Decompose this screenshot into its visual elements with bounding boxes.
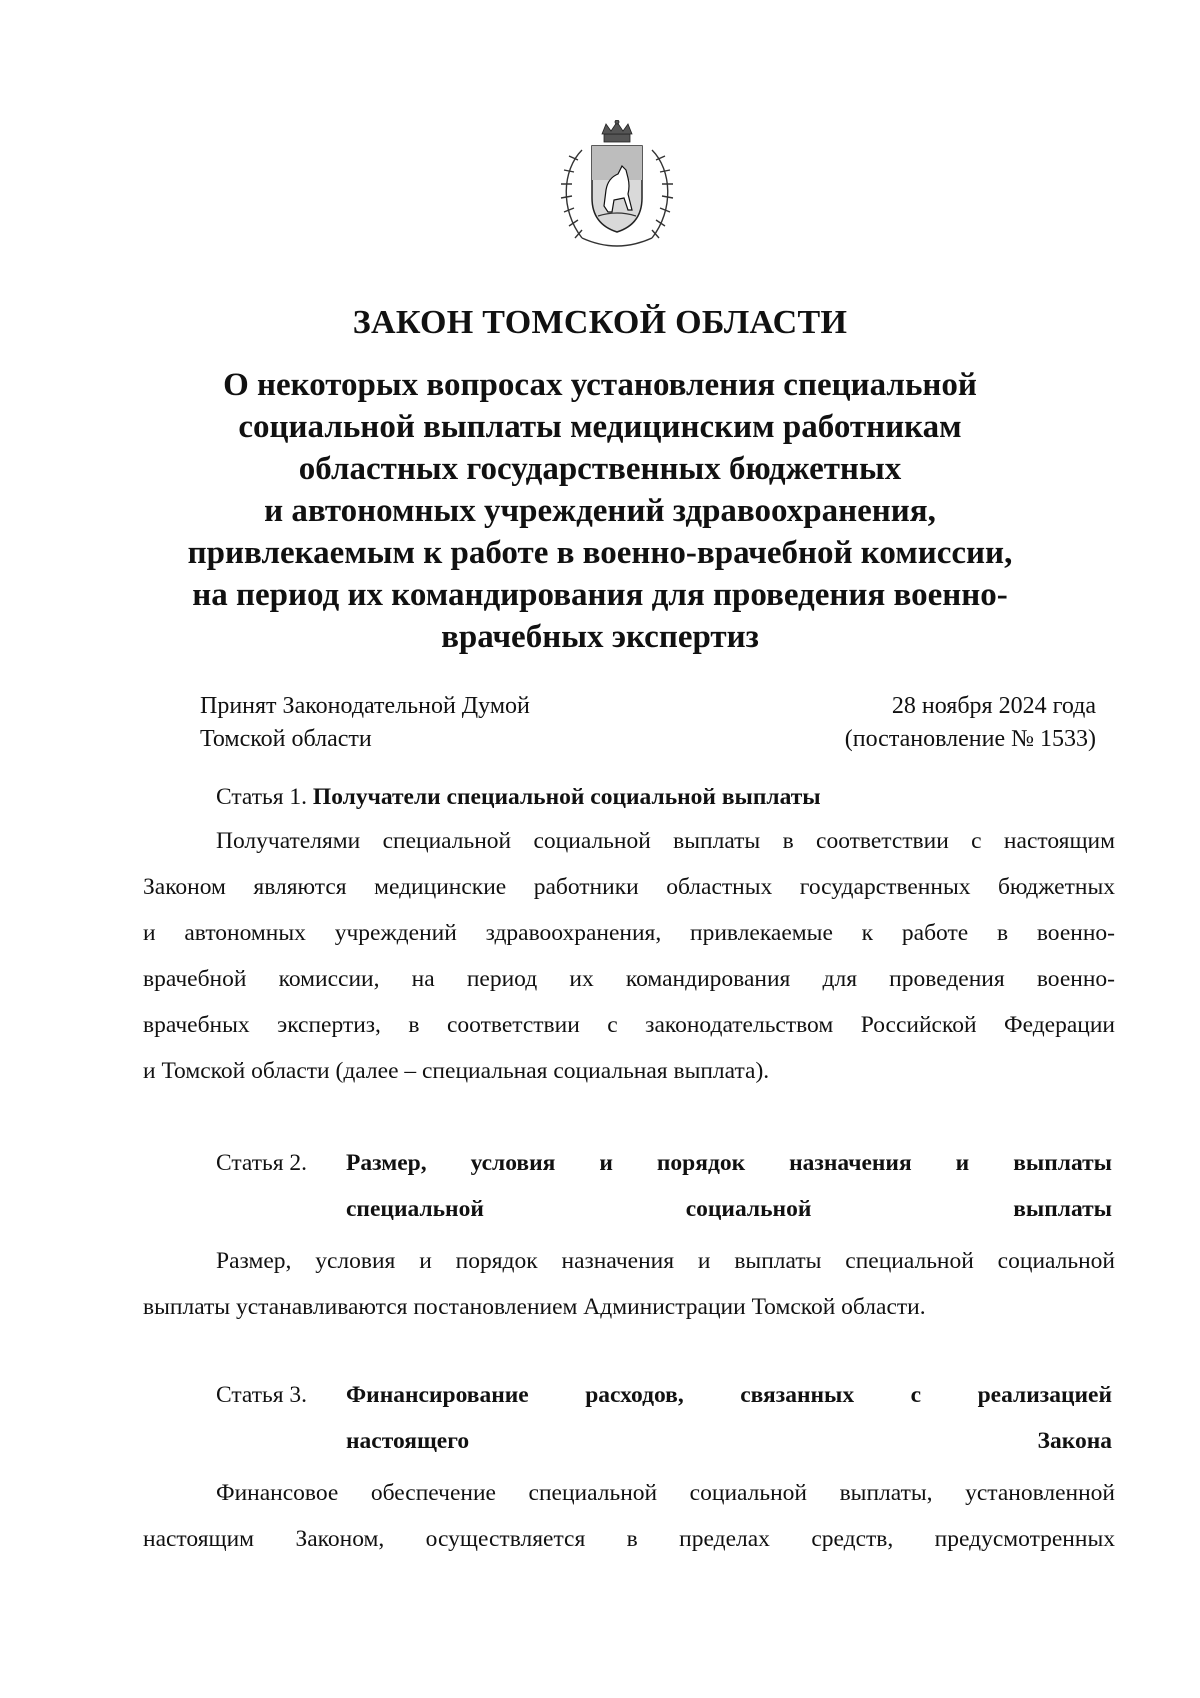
article-1-line: Получателями специальной социальной выплаты в соответствии с настоящим [216, 828, 1115, 854]
article-2-title-line: Размер, условия и порядок назначения и выплаты [346, 1150, 1112, 1176]
article-3-body [143, 1470, 1115, 1562]
article-3-line: настоящим Законом, осуществляется в пределах средств, предусмотренных [143, 1526, 1115, 1552]
subtitle-line: областных государственных бюджетных [298, 451, 902, 487]
subtitle-line: на период их командирования для проведения военно- [192, 577, 1008, 613]
article-3-title-line: настоящего Закона [346, 1428, 1112, 1454]
adoption-body-line: Принят Законодательной Думой [200, 693, 530, 719]
subtitle-line: привлекаемым к работе в военно-врачебной комиссии, [187, 535, 1013, 571]
adoption-body-line: Томской области [200, 726, 372, 752]
subtitle-line: О некоторых вопросах установления специальной [223, 367, 977, 403]
article-2-title-line: специальной социальной выплаты [346, 1196, 1112, 1222]
adoption-body [200, 690, 530, 756]
article-1-body [143, 818, 1115, 1094]
article-1-label: Статья 1. [216, 784, 308, 810]
article-1-line: Законом являются медицинские работники областных государственных бюджетных [143, 874, 1115, 900]
subtitle-line: и автономных учреждений здравоохранения, [264, 493, 936, 529]
article-3-line: Финансовое обеспечение специальной социальной выплаты, установленной [216, 1480, 1115, 1506]
article-1-heading [216, 780, 821, 814]
article-2-body [143, 1238, 1115, 1330]
adoption-date-line: 28 ноября 2024 года [891, 693, 1096, 719]
article-3-title-line: Финансирование расходов, связанных с реализацией [346, 1382, 1112, 1408]
article-1-line: врачебной комиссии, на период их командирования для проведения военно- [143, 966, 1115, 992]
article-2-title [346, 1140, 1112, 1232]
tomsk-coat-of-arms-icon [552, 120, 682, 258]
article-3-title [346, 1372, 1112, 1464]
article-2-line: выплаты устанавливаются постановлением Администрации Томской области. [143, 1294, 926, 1320]
article-1-line: и Томской области (далее – специальная социальная выплата). [143, 1058, 770, 1084]
article-1-line: врачебных экспертиз, в соответствии с законодательством Российской Федерации [143, 1012, 1115, 1038]
article-2-line: Размер, условия и порядок назначения и выплаты специальной социальной [216, 1248, 1115, 1274]
adoption-date [845, 690, 1096, 756]
article-1-title: Получатели специальной социальной выплаты [312, 784, 821, 810]
subtitle-line: социальной выплаты медицинским работникам [238, 409, 962, 445]
subtitle-line: врачебных экспертиз [441, 619, 759, 655]
article-3-label: Статья 3. [216, 1382, 308, 1408]
adoption-resolution-line: (постановление № 1533) [844, 726, 1096, 752]
article-1-line: и автономных учреждений здравоохранения, привлекаемые к работе в военно- [143, 920, 1115, 946]
law-subtitle [100, 364, 1100, 658]
article-2-label: Статья 2. [216, 1150, 308, 1176]
law-title: ЗАКОН ТОМСКОЙ ОБЛАСТИ [352, 304, 848, 341]
